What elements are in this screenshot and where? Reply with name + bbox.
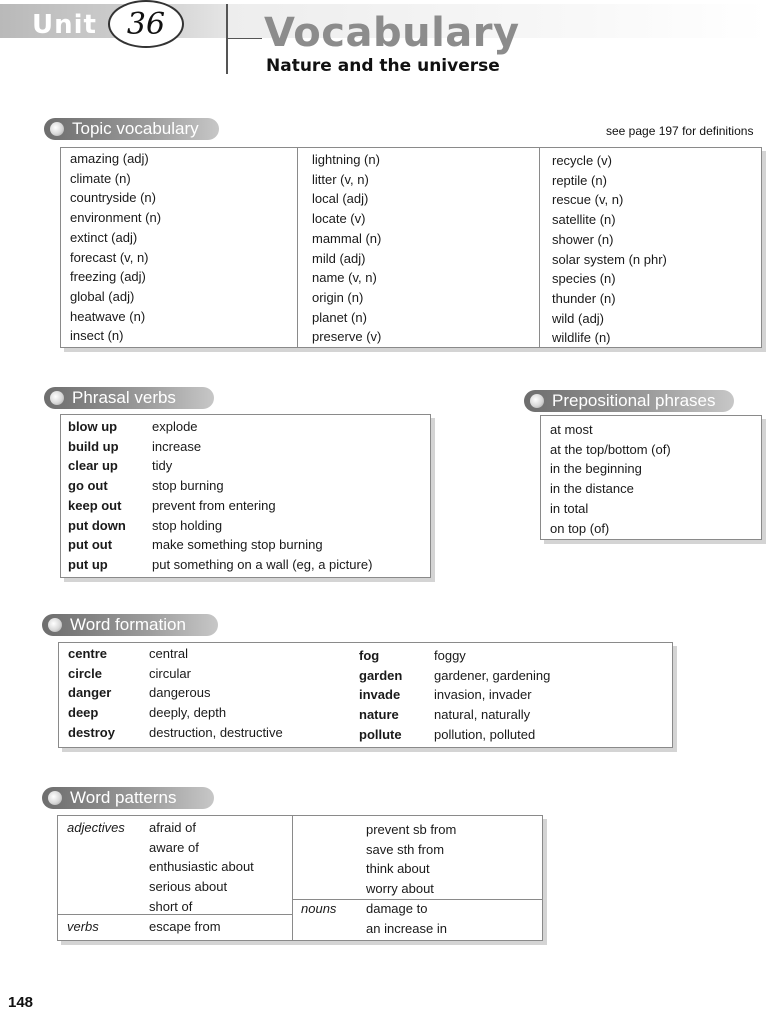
phrasal-verb: build up <box>68 438 119 454</box>
vocab-item: heatwave (n) <box>70 308 146 324</box>
word-pattern: an increase in <box>366 920 447 936</box>
nouns-label: nouns <box>301 901 337 916</box>
vocab-item: global (adj) <box>70 288 135 304</box>
word-pattern: afraid of <box>149 820 196 835</box>
vocab-item: origin (n) <box>312 289 364 305</box>
derived-forms: central <box>149 646 189 661</box>
adjectives-label: adjectives <box>67 820 125 835</box>
section-label-text: Phrasal verbs <box>72 388 176 407</box>
row-divider <box>292 899 542 900</box>
prepositional-phrase: at the top/bottom (of) <box>550 441 671 457</box>
phrasal-verb: put out <box>68 537 113 553</box>
vocab-item: rescue (v, n) <box>552 192 624 208</box>
topic-vocabulary-box <box>60 147 762 348</box>
vocab-item: wild (adj) <box>552 310 605 326</box>
section-label-word-patterns <box>42 787 214 809</box>
vocab-item: insect (n) <box>70 328 124 344</box>
vocab-item: shower (n) <box>552 231 614 247</box>
root-word: pollute <box>359 726 402 742</box>
phrasal-verb: go out <box>68 478 108 494</box>
root-word: invade <box>359 687 401 703</box>
vocab-item: satellite (n) <box>552 212 616 228</box>
unit-number-badge <box>108 0 184 48</box>
root-word: fog <box>359 648 380 663</box>
phrasal-verb: put up <box>68 556 108 572</box>
word-pattern: enthusiastic about <box>149 859 254 875</box>
section-label-prepositional-phrases <box>524 390 734 412</box>
verbs-label: verbs <box>67 919 99 934</box>
vocab-item: mammal (n) <box>312 230 382 246</box>
vocab-item: amazing (adj) <box>70 151 149 166</box>
word-pattern: think about <box>366 861 430 877</box>
phrasal-verbs-box <box>60 414 431 578</box>
prepositional-phrase: in total <box>550 500 589 516</box>
vocab-item: solar system (n phr) <box>552 251 667 267</box>
vocab-item: thunder (n) <box>552 290 616 306</box>
vocab-item: recycle (v) <box>552 153 612 168</box>
phrasal-verb-meaning: tidy <box>152 458 173 474</box>
word-pattern: serious about <box>149 879 228 895</box>
bullet-icon <box>50 122 64 136</box>
root-word: garden <box>359 667 403 683</box>
phrasal-verb-meaning: make something stop burning <box>152 537 323 553</box>
phrasal-verb-meaning: stop holding <box>152 517 223 533</box>
word-pattern: worry about <box>366 881 434 897</box>
bullet-icon <box>48 791 62 805</box>
header-divider-horizontal <box>226 38 262 39</box>
word-pattern: aware of <box>149 839 199 855</box>
phrasal-verb-meaning: put something on a wall (eg, a picture) <box>152 556 373 572</box>
phrasal-verb: clear up <box>68 458 118 474</box>
vocab-item: environment (n) <box>70 210 162 226</box>
bullet-icon <box>50 391 64 405</box>
section-label-text: Word patterns <box>70 788 177 807</box>
vocab-item: litter (v, n) <box>312 171 369 187</box>
section-label-text: Word formation <box>70 615 186 634</box>
derived-forms: gardener, gardening <box>434 667 551 683</box>
word-pattern: save sth from <box>366 841 445 857</box>
derived-forms: circular <box>149 665 191 681</box>
root-word: centre <box>68 646 108 661</box>
section-label-phrasal-verbs <box>44 387 214 409</box>
section-label-text: Prepositional phrases <box>552 391 716 410</box>
vocab-item: planet (n) <box>312 309 367 325</box>
phrasal-verb: keep out <box>68 497 122 513</box>
vocab-item: species (n) <box>552 271 616 287</box>
derived-forms: destruction, destructive <box>149 724 283 740</box>
header-divider <box>226 4 228 74</box>
root-word: circle <box>68 665 102 681</box>
derived-forms: natural, naturally <box>434 707 531 723</box>
phrasal-verb-meaning: stop burning <box>152 478 224 494</box>
phrasal-verb-meaning: prevent from entering <box>152 497 276 513</box>
prepositional-phrase: in the beginning <box>550 461 642 477</box>
derived-forms: deeply, depth <box>149 705 227 721</box>
page-subtitle: Nature and the universe <box>266 56 500 76</box>
column-divider <box>292 816 293 940</box>
word-formation-box <box>58 642 673 748</box>
definitions-note: see page 197 for definitions <box>606 124 754 138</box>
section-label-word-formation <box>42 614 218 636</box>
prepositional-phrase: at most <box>550 422 593 437</box>
word-pattern: escape from <box>149 919 221 934</box>
root-word: destroy <box>68 724 115 740</box>
vocab-item: wildlife (n) <box>552 330 611 346</box>
unit-number: 36 <box>126 6 166 42</box>
unit-label: Unit <box>32 10 97 40</box>
prepositional-phrase: in the distance <box>550 481 634 497</box>
column-divider <box>297 148 298 347</box>
derived-forms: dangerous <box>149 685 211 701</box>
vocab-item: climate (n) <box>70 170 131 186</box>
vocab-item: lightning (n) <box>312 152 380 167</box>
vocab-item: name (v, n) <box>312 270 377 286</box>
phrasal-verb-meaning: increase <box>152 438 202 454</box>
root-word: nature <box>359 707 399 723</box>
bullet-icon <box>48 618 62 632</box>
phrasal-verb-meaning: explode <box>152 419 198 434</box>
phrasal-verb: blow up <box>68 419 118 434</box>
root-word: danger <box>68 685 112 701</box>
word-pattern: damage to <box>366 901 428 916</box>
vocab-item: extinct (adj) <box>70 229 138 245</box>
section-label-topic-vocabulary <box>44 118 219 140</box>
page-title: Vocabulary <box>264 10 520 56</box>
derived-forms: invasion, invader <box>434 687 532 703</box>
prepositional-phrases-box <box>540 415 762 540</box>
phrasal-verb: put down <box>68 517 126 533</box>
vocab-item: local (adj) <box>312 191 369 207</box>
word-pattern: short of <box>149 898 193 914</box>
vocab-item: locate (v) <box>312 211 366 227</box>
vocab-item: countryside (n) <box>70 190 156 206</box>
derived-forms: pollution, polluted <box>434 726 536 742</box>
column-divider <box>539 148 540 347</box>
derived-forms: foggy <box>434 648 466 663</box>
vocab-item: mild (adj) <box>312 250 366 266</box>
root-word: deep <box>68 705 99 721</box>
bullet-icon <box>530 394 544 408</box>
word-patterns-box <box>57 815 543 941</box>
vocab-item: freezing (adj) <box>70 269 146 285</box>
vocab-item: forecast (v, n) <box>70 249 149 265</box>
prepositional-phrase: on top (of) <box>550 520 610 536</box>
word-pattern: prevent sb from <box>366 822 457 837</box>
vocab-item: reptile (n) <box>552 172 607 188</box>
section-label-text: Topic vocabulary <box>72 119 199 138</box>
page-number: 148 <box>8 994 34 1011</box>
vocab-item: preserve (v) <box>312 329 382 345</box>
